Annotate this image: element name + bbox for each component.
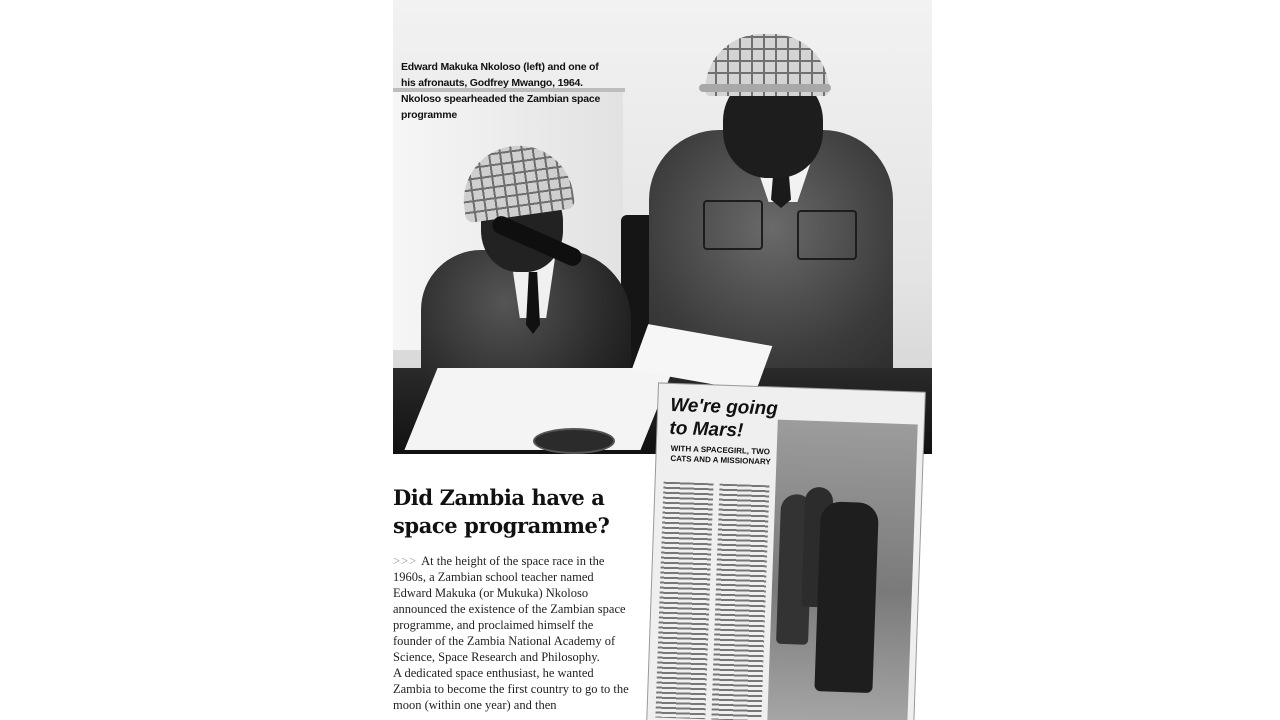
article-paragraph-1-text: At the height of the space race in the 1960s, a Zambian school teacher named Edward Makuka (or Mukuka) Nkoloso announced the existence of the Zambian space programme, and proclaimed himself the founder of the Zambia National Academy of Science, Space Research and Philosophy. [393,554,626,664]
clipping-photo [767,420,918,720]
article-paragraph-2: A dedicated space enthusiast, he wanted Zambia to become the first country to go to the moon (within one year) and then [393,666,629,712]
uniform-pocket-right [797,210,857,260]
clipping-figure [814,501,879,693]
left-margin [0,0,393,720]
standing-figure-helmet-brim [699,84,831,92]
article-paragraph-1 [393,553,629,665]
right-margin [932,0,1280,720]
lead-arrows: >>> [393,554,418,568]
magazine-page [393,0,932,720]
clipping-text-column [711,484,769,720]
desk-ashtray [533,428,615,454]
photo-caption: Edward Makuka Nkoloso (left) and one of his afronauts, Godfrey Mwango, 1964. Nkoloso spearheaded the Zambian space programme [401,61,601,121]
clipping-headline: We're going to Mars! [669,394,779,442]
newspaper-clipping [647,383,925,720]
uniform-pocket-left [703,200,763,250]
clipping-subheadline: WITH A SPACEGIRL, TWO CATS AND A MISSIONARY [670,443,771,467]
article-headline: Did Zambia have a space programme? [393,485,610,538]
article-body [393,553,629,713]
clipping-text-column [655,482,713,720]
